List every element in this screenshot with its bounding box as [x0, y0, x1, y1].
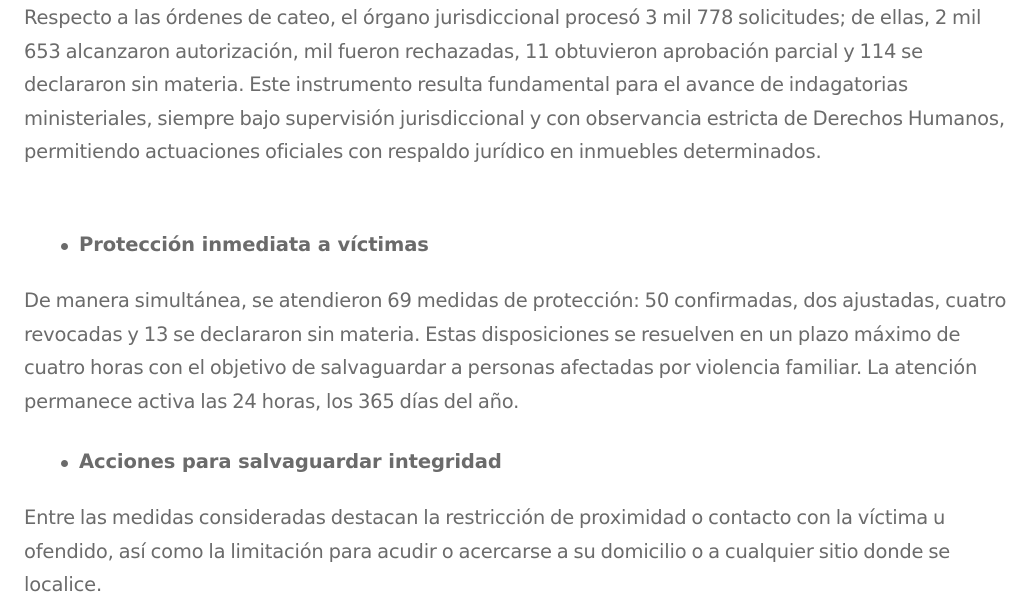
paragraph-search-warrants: Respecto a las órdenes de cateo, el órgano jurisdiccional procesó 3 mil 778 solicitudes; de ellas, 2 mil 653 alcanzaron autorización, mil fueron rechazadas, 11 obtuvieron aprobación parcial y 114 se declararon sin materia. Este instrumento resulta fundamental para el avance de indagatorias ministeriales, siempre bajo supervisión jurisdiccional y con observancia estricta de Derechos Humanos, permitiendo actuaciones oficiales con respaldo jurídico en inmuebles determinados.: [24, 6, 1005, 163]
paragraph-restriction-measures: Entre las medidas consideradas destacan la restricción de proximidad o contacto con la víctima u ofendido, así como la limitación para acudir o acercarse a su domicilio o a cualquier sitio donde se localice.: [24, 506, 951, 596]
bullet-icon: [61, 460, 68, 467]
paragraph-protection-measures: De manera simultánea, se atendieron 69 medidas de protección: 50 confirmadas, dos ajustadas, cuatro revocadas y 13 se declararon sin materia. Estas disposiciones se resuelven en un plazo máximo de cuatro horas con el objetivo de salvaguardar a personas afectadas por violencia familiar. La atención permanece activa las 24 horas, los 365 días del año.: [24, 289, 1007, 413]
bulleted-list: [24, 228, 429, 262]
bulleted-list: [24, 445, 502, 479]
list-item-victim-protection-heading: [24, 228, 429, 262]
list-item-label: Protección inmediata a víctimas: [79, 233, 429, 256]
list-item-integrity-actions-heading: [24, 445, 502, 479]
list-item-label: Acciones para salvaguardar integridad: [79, 450, 502, 473]
bullet-icon: [61, 243, 68, 250]
